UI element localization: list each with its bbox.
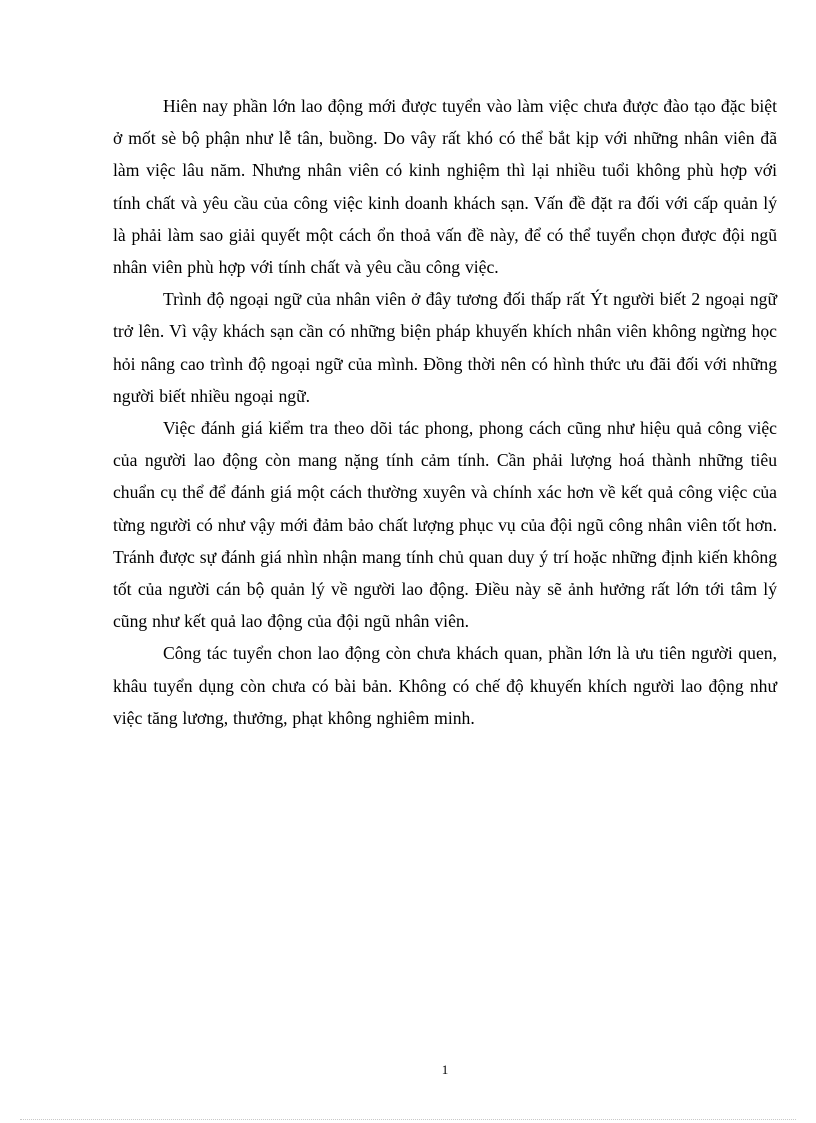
paragraph-staff-training: Hiên nay phần lớn lao động mới được tuyển vào làm việc chưa được đào tạo đặc biệt ở mốt sè bộ phận như lễ tân, buồng. Do vây rất khó có thể bắt kịp với những nhân viên đã làm việc lâu năm. Nhưng nhân viên có kinh nghiệm thì lại nhiều tuổi không phù hợp với tính chất và yêu cầu của công việc kinh doanh khách sạn. Vấn đề đặt ra đối với cấp quản lý là phải làm sao giải quyết một cách ổn thoả vấn đề này, để có thể tuyển chọn được đội ngũ nhân viên phù hợp với tính chất và yêu cầu công việc. [113,96,777,278]
paragraph-evaluation: Việc đánh giá kiểm tra theo dõi tác phong, phong cách cũng như hiệu quả công việc của người lao động còn mang nặng tính cảm tính. Cần phải lượng hoá thành những tiêu chuẩn cụ thể để đánh giá một cách thường xuyên và chính xác hơn về kết quả công việc của từng người có như vậy mới đảm bảo chất lượng phục vụ của đội ngũ công nhân viên tốt hơn. Tránh được sự đánh giá nhìn nhận mang tính chủ quan duy ý trí hoặc những định kiến không tốt của người cán bộ quản lý về người lao động. Điều này sẽ ảnh hưởng rất lớn tới tâm lý cũng như kết quả lao động của đội ngũ nhân viên. [113,418,777,632]
page-bottom-divider [20,1119,796,1120]
paragraph-recruitment: Công tác tuyển chon lao động còn chưa khách quan, phần lớn là ưu tiên người quen, khâu tuyển dụng còn chưa có bài bản. Không có chế độ khuyến khích người lao động như việc tăng lương, thưởng, phạt không nghiêm minh. [113,643,777,728]
paragraph-foreign-language: Trình độ ngoại ngữ của nhân viên ở đây tương đối thấp rất Ýt người biết 2 ngoại ngữ trở lên. Vì vậy khách sạn cần có những biện pháp khuyến khích nhân viên không ngừng học hỏi nâng cao trình độ ngoại ngữ của mình. Đồng thời nên có hình thức ưu đãi đối với những người biết nhiều ngoại ngữ. [113,289,777,406]
document-body [113,90,777,734]
page-number: 1 [441,1062,449,1077]
